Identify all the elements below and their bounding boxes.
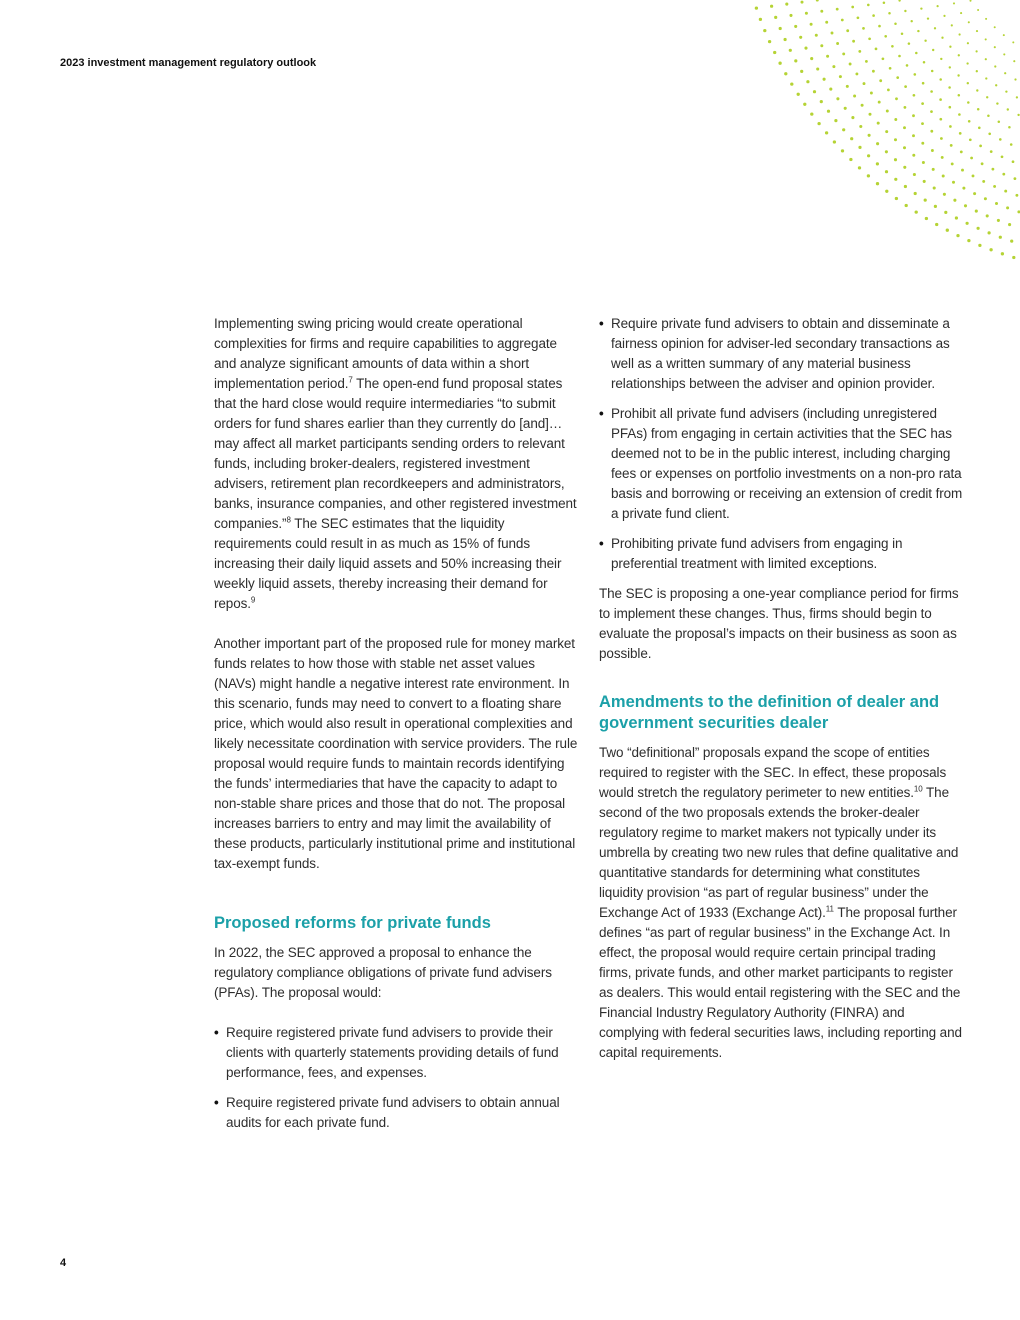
decorative-dot: [1004, 72, 1006, 74]
decorative-dot: [941, 156, 944, 159]
decorative-dot: [994, 26, 996, 28]
decorative-dot: [820, 100, 823, 103]
decorative-dot: [930, 90, 933, 93]
decorative-dot: [851, 116, 854, 119]
decorative-dot: [779, 27, 782, 30]
decorative-dot: [863, 82, 866, 85]
decorative-dot: [986, 214, 989, 217]
paragraph-text: Implementing swing pricing would create operational complexities for firms and require capabilities to aggregate and analyze significant amounts of data within a short implementation period.: [214, 316, 557, 391]
decorative-dot: [859, 125, 862, 128]
decorative-dot: [967, 239, 970, 242]
decorative-dot: [970, 0, 972, 2]
decorative-dot: [956, 234, 959, 237]
decorative-dot: [997, 219, 1000, 222]
decorative-dot: [979, 145, 982, 148]
decorative-dot: [959, 33, 961, 35]
decorative-dot: [1014, 177, 1017, 180]
decorative-dot: [778, 62, 781, 65]
decorative-dot: [966, 222, 969, 225]
decorative-dot: [921, 122, 924, 125]
decorative-dot: [953, 199, 956, 202]
decorative-dot: [885, 130, 888, 133]
decorative-dot: [939, 118, 942, 121]
decorative-dot: [858, 166, 861, 169]
decorative-dot: [977, 9, 979, 11]
decorative-dot: [1008, 126, 1011, 129]
section-heading-dealer-definition: Amendments to the definition of dealer and government securities dealer: [599, 693, 940, 732]
decorative-dot: [904, 106, 907, 109]
decorative-dot: [895, 97, 898, 100]
decorative-dot: [855, 72, 858, 75]
decorative-dot: [922, 161, 925, 164]
decorative-dot: [946, 229, 949, 232]
paragraph-money-market-funds: Another important part of the proposed rule for money market funds relates to how those with stable net asset values (NAVs) might handle a negative interest rate environment. In this scenario, funds may need to convert to a floating share price, which would also result in operational complexities and likely necessitate coordination with service providers. The rule proposal would require funds to maintain records identifying the funds’ intermediaries that have the capacity to adapt to non-stable share prices and those that do not. The proposal increases barriers to entry and may limit the availability of these products, particularly institutional prime and institutional tax-exempt funds.: [214, 636, 578, 871]
decorative-dot: [978, 127, 981, 130]
decorative-dot: [914, 73, 917, 76]
decorative-dot: [774, 16, 777, 19]
decorative-dot: [768, 40, 771, 43]
decorative-dot: [815, 34, 818, 37]
decorative-dot: [920, 7, 922, 9]
decorative-dot: [846, 85, 849, 88]
decorative-dot: [862, 27, 865, 30]
decorative-dot: [868, 37, 871, 40]
footnote-ref-9[interactable]: 9: [250, 595, 256, 605]
decorative-dot: [966, 62, 968, 64]
decorative-dot: [944, 211, 947, 214]
decorative-dot: [1008, 223, 1011, 226]
decorative-dot: [872, 14, 875, 17]
decorative-dot: [999, 138, 1002, 141]
decorative-dot: [894, 158, 897, 161]
decorative-dot: [861, 104, 864, 107]
decorative-dot: [911, 20, 913, 22]
decorative-dot: [989, 248, 992, 251]
decorative-dot: [988, 133, 991, 136]
decorative-dot: [1012, 41, 1014, 43]
decorative-dot: [875, 48, 878, 51]
decorative-dot: [908, 42, 911, 45]
decorative-dot: [995, 84, 997, 86]
decorative-dot: [1010, 143, 1013, 146]
decorative-dot: [901, 33, 904, 36]
decorative-dot: [1015, 194, 1018, 197]
decorative-dot: [1004, 190, 1007, 193]
decorative-dot: [836, 8, 839, 11]
decorative-dot: [985, 38, 987, 40]
decorative-dot: [877, 122, 880, 125]
decorative-dot: [1001, 155, 1004, 158]
decorative-dot: [921, 142, 924, 145]
decorative-dot: [886, 110, 889, 113]
list-item: • Prohibit all private fund advisers (including unregistered PFAs) from engaging in certain activities that the SEC has deemed not to be in the public interest, including charging fees or expenses on portfolio investments on a non-pro rata basis and borrowing or receiving an extension of credit from a private fund client.: [599, 404, 965, 524]
decorative-dot: [898, 55, 901, 58]
decorative-dot: [878, 101, 881, 104]
decorative-dot: [994, 65, 996, 67]
decorative-dot: [868, 134, 871, 137]
decorative-dot: [978, 244, 981, 247]
decorative-dot: [876, 182, 879, 185]
decorative-dot: [789, 49, 792, 52]
decorative-dot: [976, 50, 978, 52]
decorative-dot: [940, 58, 942, 60]
decorative-dot: [917, 30, 919, 32]
decorative-dot: [927, 17, 929, 19]
decorative-dot: [820, 44, 823, 47]
left-column: [214, 314, 580, 1133]
decorative-dot: [985, 58, 987, 60]
decorative-dot: [831, 32, 834, 35]
decorative-dot: [759, 18, 762, 21]
decorative-dot: [842, 128, 845, 131]
list-item: • Prohibiting private fund advisers from engaging in preferential treatment with limited exceptions.: [599, 534, 965, 574]
decorative-dot: [976, 89, 978, 91]
decorative-dot: [850, 137, 853, 140]
decorative-dot: [934, 27, 936, 29]
decorative-dot: [976, 30, 978, 32]
decorative-dot: [993, 185, 996, 188]
decorative-dot: [851, 6, 854, 9]
paragraph-text: Two “definitional” proposals expand the scope of entities required to register with the SEC. In effect, these proposals would stretch the regulatory perimeter to new entities.: [599, 745, 947, 800]
decorative-dot: [876, 162, 879, 165]
decorative-dot: [943, 193, 946, 196]
decorative-dot: [999, 236, 1002, 239]
decorative-dot: [931, 70, 934, 73]
decorative-dot: [825, 21, 828, 24]
decorative-dot: [973, 192, 976, 195]
decorative-dot: [849, 158, 852, 161]
decorative-dot: [801, 1, 804, 4]
decorative-dot: [789, 14, 792, 17]
decorative-dot: [996, 102, 998, 104]
decorative-dot: [841, 149, 844, 152]
decorative-dot: [858, 146, 861, 149]
decorative-dot: [939, 78, 942, 81]
decorative-dot: [885, 190, 888, 193]
decorative-dot: [1012, 160, 1015, 163]
paragraph-compliance-period: The SEC is proposing a one-year compliance period for firms to implement these changes. Thus, firms should begin to evaluate the proposal’s impacts on their business as soon as possible.: [599, 586, 959, 661]
decorative-dot: [949, 66, 951, 68]
decorative-dot: [799, 36, 802, 39]
decorative-dot: [849, 63, 852, 66]
decorative-dot: [1016, 96, 1018, 98]
decorative-dot: [1013, 60, 1015, 62]
paragraph-text: The proposal further defines “as part of regular business” in the Exchange Act. In effect, the proposal would require certain principal trading firms, private funds, and other market participants to register as dealers. This would entail registering with the SEC and the Financial Industry Regulatory Authority (FINRA) and complying with federal securities laws, including reporting and capital requirements.: [599, 905, 962, 1060]
decorative-dot: [933, 186, 936, 189]
decorative-dot: [982, 180, 985, 183]
decorative-dot: [1003, 34, 1005, 36]
paragraph-text: The open-end fund proposal states that the hard close would require intermediaries “to submit orders for fund shares earlier than they currently do [and]…may affect all market participants sending orders to relevant funds, including broker-dealers, registered investment advisers, retirement plan recordkeepers and administrators, banks, insurance companies, and other registered investment companies.”: [214, 376, 577, 531]
decorative-dot: [939, 98, 942, 101]
decorative-dot: [823, 78, 826, 81]
decorative-dot-arcs: [0, 0, 1020, 300]
decorative-dot: [1006, 206, 1009, 209]
decorative-dot: [898, 0, 900, 2]
private-fund-proposal-list-continued: [599, 314, 965, 574]
decorative-dot: [950, 144, 953, 147]
decorative-dot: [784, 72, 787, 75]
decorative-dot: [1014, 78, 1016, 80]
decorative-dot: [915, 210, 918, 213]
decorative-dot: [987, 114, 990, 117]
decorative-dot: [970, 157, 973, 160]
footnote-ref-11[interactable]: 11: [825, 904, 834, 914]
decorative-dot: [976, 70, 978, 72]
decorative-dot: [884, 35, 887, 38]
footnote-ref-7[interactable]: 7: [348, 375, 353, 385]
decorative-dot: [958, 54, 960, 56]
decorative-dot: [816, 0, 819, 2]
decorative-dot: [820, 10, 823, 13]
decorative-dot: [894, 138, 897, 141]
decorative-dot: [885, 170, 888, 173]
decorative-dot: [967, 82, 969, 84]
paragraph-text: The second of the two proposals extends the broker-dealer regulatory regime to market makers not typically under its umbrella by creating two new rules that define qualitative and quantitative standards for determining what constitutes liquidity provision “as part of regular business” under the Exchange Act of 1933 (Exchange Act).: [599, 785, 959, 920]
decorative-dot: [949, 46, 951, 48]
decorative-dot: [960, 12, 962, 14]
decorative-dot: [913, 94, 916, 97]
decorative-dot: [867, 4, 870, 7]
decorative-dot: [960, 151, 963, 154]
decorative-dot: [975, 210, 978, 213]
decorative-dot: [932, 168, 935, 171]
decorative-dot: [994, 46, 996, 48]
decorative-dot: [903, 126, 906, 129]
decorative-dot: [790, 82, 793, 85]
decorative-dot: [876, 142, 879, 145]
decorative-dot: [981, 162, 984, 165]
decorative-dot: [932, 49, 934, 51]
decorative-dot: [943, 15, 945, 17]
decorative-dot: [913, 173, 916, 176]
decorative-dot: [896, 76, 899, 79]
decorative-dot: [977, 108, 980, 111]
decorative-dot: [930, 130, 933, 133]
decorative-dot: [1003, 53, 1005, 55]
decorative-dot: [906, 64, 909, 67]
decorative-dot: [883, 1, 886, 4]
decorative-dot: [934, 205, 937, 208]
decorative-dot: [984, 197, 987, 200]
decorative-dot: [853, 95, 856, 98]
decorative-dot: [903, 146, 906, 149]
decorative-dot: [924, 40, 926, 42]
decorative-dot: [1017, 114, 1019, 116]
decorative-dot: [784, 38, 787, 41]
decorative-dot: [839, 75, 842, 78]
decorative-dot: [951, 24, 953, 26]
paragraph-swing-pricing: [214, 314, 580, 614]
decorative-dot: [904, 185, 907, 188]
decorative-dot: [806, 80, 809, 83]
decorative-dot: [903, 166, 906, 169]
decorative-dot: [952, 181, 955, 184]
decorative-dot: [770, 5, 773, 8]
decorative-dot: [967, 42, 969, 44]
decorative-dot: [833, 140, 836, 143]
decorative-dot: [889, 67, 892, 70]
decorative-dot: [891, 45, 894, 48]
footnote-ref-10[interactable]: 10: [913, 784, 923, 794]
decorative-dot: [904, 10, 906, 12]
footnote-ref-8[interactable]: 8: [286, 515, 291, 525]
decorative-dot: [915, 52, 918, 55]
right-column: [599, 314, 965, 1063]
decorative-dot: [1007, 108, 1009, 110]
decorative-dot: [846, 29, 849, 32]
decorative-dot: [803, 103, 806, 106]
decorative-dot: [924, 199, 927, 202]
decorative-dot: [964, 204, 967, 207]
decorative-dot: [957, 74, 959, 76]
decorative-dot: [961, 169, 964, 172]
decorative-dot: [842, 52, 845, 55]
decorative-dot: [829, 88, 832, 91]
decorative-dot: [867, 174, 870, 177]
decorative-dot: [755, 6, 758, 9]
decorative-dot: [763, 29, 766, 32]
decorative-dot: [986, 96, 988, 98]
decorative-dot: [962, 187, 965, 190]
decorative-dot: [834, 119, 837, 122]
decorative-dot: [869, 113, 872, 116]
decorative-dot: [813, 90, 816, 93]
decorative-dot: [1005, 90, 1007, 92]
decorative-dot: [930, 110, 933, 113]
decorative-dot: [878, 25, 881, 28]
decorative-dot: [995, 202, 998, 205]
decorative-dot: [885, 150, 888, 153]
decorative-dot: [870, 92, 873, 95]
decorative-dot: [804, 47, 807, 50]
decorative-dot: [1001, 252, 1004, 255]
decorative-dot: [794, 59, 797, 62]
decorative-dot: [967, 101, 970, 104]
decorative-dot: [923, 61, 926, 64]
paragraph-definitional-proposals: [599, 743, 965, 1063]
decorative-dot: [852, 40, 855, 43]
page-number: 4: [60, 1257, 67, 1269]
decorative-dot: [925, 217, 928, 220]
decorative-dot: [827, 110, 830, 113]
decorative-dot: [794, 25, 797, 28]
list-item: • Require private fund advisers to obtain and disseminate a fairness opinion for adviser-led secondary transactions as well as a written summary of any material business relationships between the adviser and opinion provider.: [599, 314, 965, 394]
decorative-dot: [894, 178, 897, 181]
decorative-dot: [949, 125, 952, 128]
decorative-dot: [894, 118, 897, 121]
decorative-dot: [882, 57, 885, 60]
decorative-dot: [923, 180, 926, 183]
decorative-dot: [969, 138, 972, 141]
decorative-dot: [985, 18, 987, 20]
decorative-dot: [935, 223, 938, 226]
decorative-dot: [887, 89, 890, 92]
decorative-dot: [998, 120, 1001, 123]
decorative-dot: [977, 227, 980, 230]
decorative-dot: [1002, 173, 1005, 176]
decorative-dot: [942, 175, 945, 178]
decorative-dot: [988, 231, 991, 234]
decorative-dot: [800, 70, 803, 73]
decorative-dot: [817, 122, 820, 125]
decorative-dot: [931, 149, 934, 152]
decorative-dot: [888, 12, 891, 15]
decorative-dot: [1012, 256, 1015, 259]
decorative-dot: [949, 106, 952, 109]
decorative-dot: [810, 112, 813, 115]
private-fund-proposal-list: [214, 1023, 580, 1133]
decorative-dot: [955, 216, 958, 219]
decorative-dot: [867, 154, 870, 157]
decorative-dot: [895, 197, 898, 200]
decorative-dot: [836, 97, 839, 100]
decorative-dot: [836, 42, 839, 45]
decorative-dot: [1010, 240, 1013, 243]
decorative-dot: [972, 174, 975, 177]
decorative-dot: [841, 19, 844, 22]
decorative-dot: [968, 21, 970, 23]
decorative-dot: [959, 132, 962, 135]
decorative-dot: [958, 113, 961, 116]
decorative-dot: [865, 60, 868, 63]
decorative-dot: [904, 85, 907, 88]
decorative-dot: [968, 120, 971, 123]
decorative-dot: [825, 131, 828, 134]
decorative-dot: [990, 150, 993, 153]
decorative-dot: [810, 57, 813, 60]
decorative-dot: [912, 154, 915, 157]
list-item: • Require registered private fund advisers to obtain annual audits for each private fund.: [214, 1093, 580, 1133]
decorative-dot: [826, 55, 829, 58]
decorative-dot: [832, 65, 835, 68]
decorative-dot: [937, 5, 939, 7]
decorative-dot: [953, 2, 955, 4]
decorative-dot: [844, 107, 847, 110]
decorative-dot: [985, 77, 987, 79]
section-heading-private-funds: Proposed reforms for private funds: [214, 914, 491, 932]
decorative-dot: [912, 114, 915, 117]
decorative-dot: [894, 22, 897, 25]
decorative-dot: [872, 70, 875, 73]
list-item: • Require registered private fund advisers to provide their clients with quarterly statements providing details of fund performance, fees, and expenses.: [214, 1023, 580, 1083]
decorative-dot: [816, 67, 819, 70]
decorative-dot: [805, 12, 808, 15]
decorative-dot: [921, 102, 924, 105]
decorative-dot: [879, 79, 882, 82]
decorative-dot: [858, 50, 861, 53]
paragraph-private-funds-intro: In 2022, the SEC approved a proposal to enhance the regulatory compliance obligations of private fund advisers (PFAs). The proposal would:: [214, 945, 552, 1000]
decorative-dot: [941, 37, 943, 39]
decorative-dot: [797, 93, 800, 96]
paragraph-text: The SEC estimates that the liquidity requirements could result in as much as 15% of funds increasing their daily liquid assets and 50% increasing their weekly liquid assets, thereby increasing their demand for repos.: [214, 516, 562, 611]
decorative-dot: [914, 192, 917, 195]
decorative-dot: [958, 94, 961, 97]
decorative-dot: [785, 3, 788, 6]
document-header-title: 2023 investment management regulatory outlook: [60, 57, 317, 69]
decorative-dot: [905, 204, 908, 207]
decorative-dot: [857, 16, 860, 19]
decorative-dot: [948, 86, 951, 89]
decorative-dot: [940, 137, 943, 140]
decorative-dot: [922, 82, 925, 85]
decorative-dot: [773, 51, 776, 54]
decorative-dot: [912, 134, 915, 137]
decorative-dot: [951, 162, 954, 165]
decorative-dot: [810, 23, 813, 26]
decorative-dot: [992, 168, 995, 171]
